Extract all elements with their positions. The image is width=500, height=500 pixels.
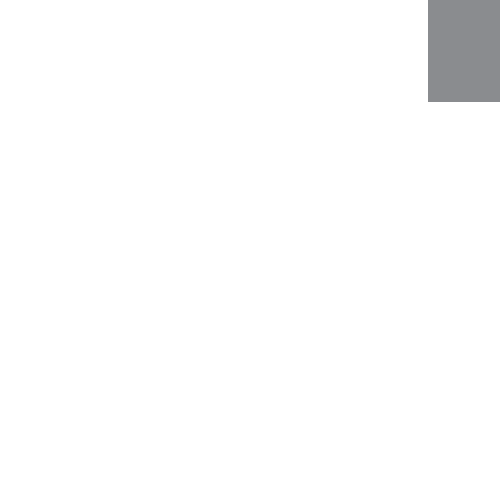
side-panel — [428, 0, 500, 102]
magenta-swatch — [449, 160, 466, 168]
feature-list — [432, 224, 500, 229]
yellow-swatch — [465, 160, 482, 168]
cmyk-color-bar — [432, 160, 498, 168]
calendar-grid-bottom — [12, 281, 422, 496]
cyan-swatch — [432, 160, 449, 168]
calendar-grid-top — [12, 62, 422, 272]
black-swatch — [482, 160, 499, 168]
